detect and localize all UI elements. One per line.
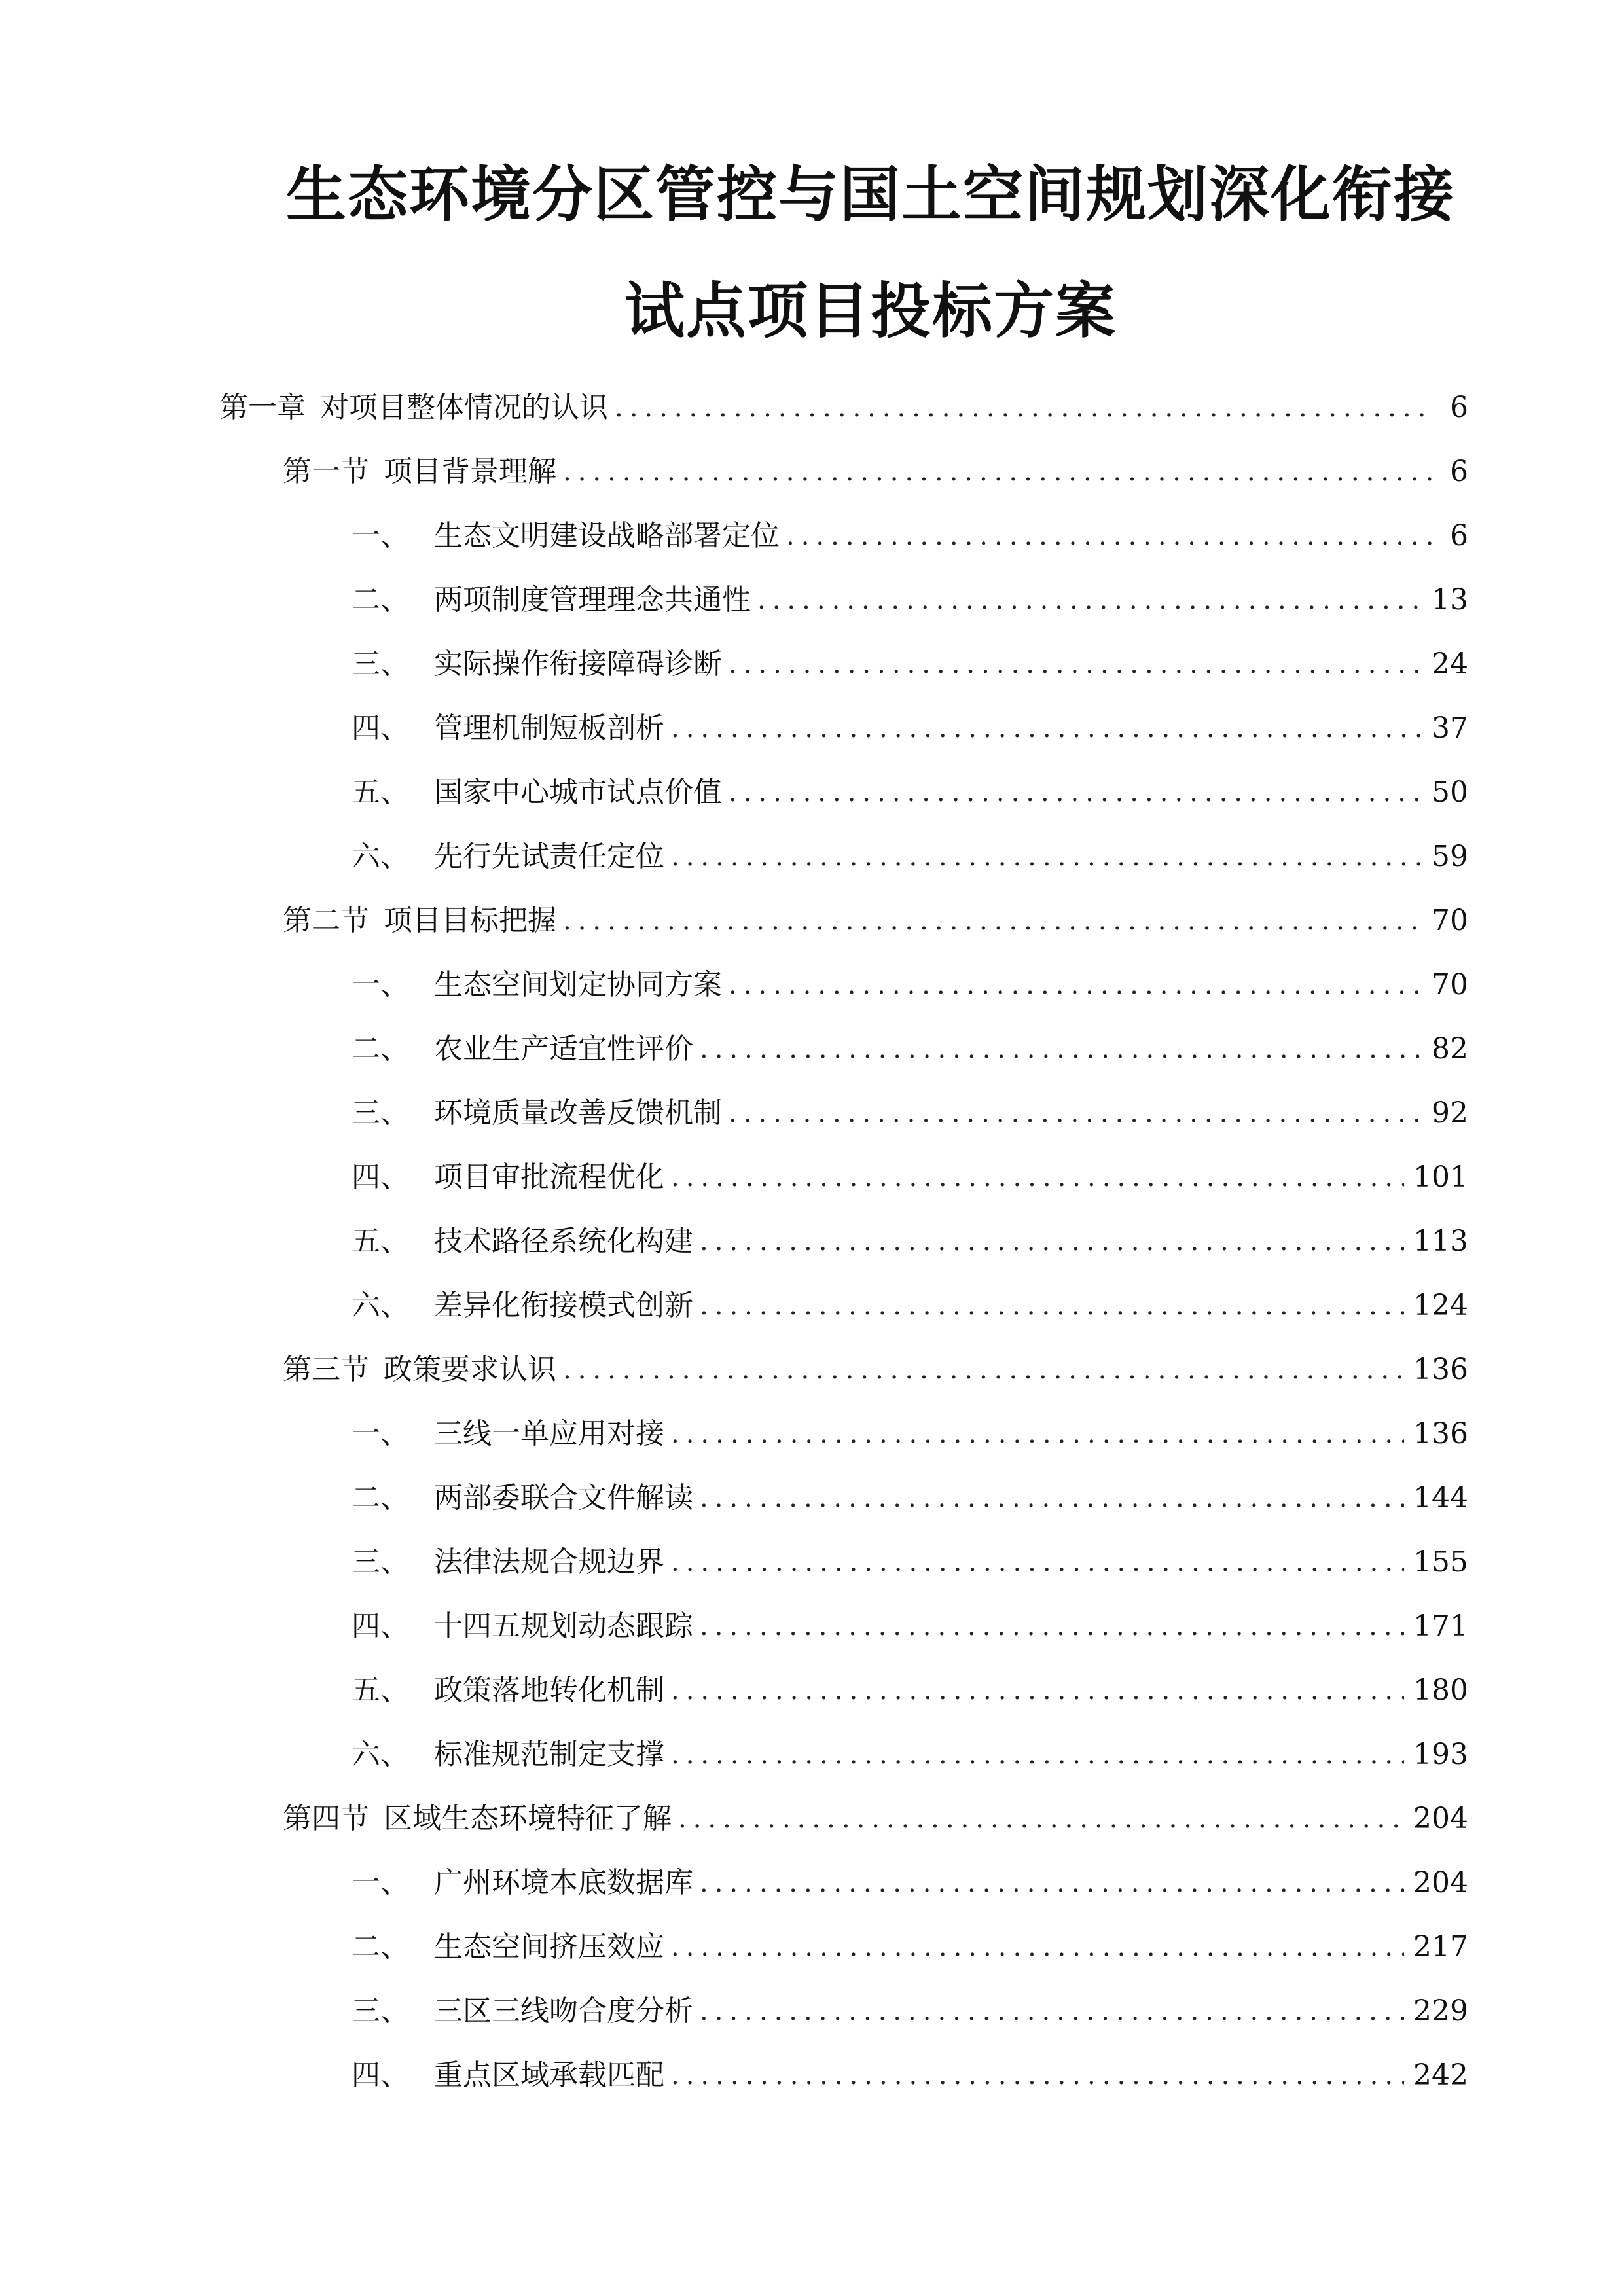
toc-entry-section-4[interactable] xyxy=(283,1793,1468,1845)
toc-page-number: 24 xyxy=(1432,647,1468,681)
toc-page-number: 193 xyxy=(1413,1738,1468,1771)
toc-entry-prefix: 第三节 xyxy=(283,1353,369,1386)
toc-entry-label: 差异化衔接模式创新 xyxy=(434,1289,693,1322)
toc-page-number: 217 xyxy=(1413,1930,1468,1964)
toc-item-number: 四、 xyxy=(352,1609,409,1643)
toc-entry-section-2[interactable] xyxy=(283,895,1468,947)
toc-entry-label: 先行先试责任定位 xyxy=(434,840,664,873)
toc-item-number: 五、 xyxy=(352,1225,409,1258)
toc-entry-item[interactable] xyxy=(352,1600,1468,1653)
toc-dot-leader xyxy=(729,780,1422,806)
toc-dot-leader xyxy=(700,1036,1422,1062)
toc-dot-leader xyxy=(757,587,1422,613)
toc-entry-item[interactable] xyxy=(352,831,1468,883)
toc-item-number: 四、 xyxy=(352,711,409,745)
toc-dot-leader xyxy=(671,1549,1404,1575)
toc-entry-label: 两项制度管理理念共通性 xyxy=(434,583,751,617)
toc-dot-leader xyxy=(563,1357,1404,1383)
toc-item-number: 二、 xyxy=(352,1481,409,1515)
toc-item-number: 三、 xyxy=(352,1096,409,1130)
toc-entry-label: 十四五规划动态跟踪 xyxy=(434,1609,693,1643)
toc-entry-item[interactable] xyxy=(352,1151,1468,1204)
toc-item-number: 四、 xyxy=(352,2058,409,2092)
toc-item-number: 三、 xyxy=(352,647,409,681)
toc-page-number: 101 xyxy=(1413,1160,1468,1194)
toc-entry-prefix: 第一章 xyxy=(219,391,306,424)
toc-entry-label: 管理机制短板剖析 xyxy=(434,711,664,745)
toc-page-number: 70 xyxy=(1432,968,1468,1001)
toc-dot-leader xyxy=(700,1485,1404,1511)
toc-page-number: 204 xyxy=(1413,1866,1468,1899)
toc-page-number: 59 xyxy=(1432,840,1468,873)
toc-entry-label: 农业生产适宜性评价 xyxy=(434,1032,693,1066)
toc-entry-label: 生态空间划定协同方案 xyxy=(434,968,722,1001)
toc-entry-item[interactable] xyxy=(352,1857,1468,1909)
toc-dot-leader xyxy=(786,523,1433,549)
toc-dot-leader xyxy=(729,972,1422,998)
toc-entry-label: 生态文明建设战略部署定位 xyxy=(434,519,780,552)
toc-page-number: 136 xyxy=(1413,1353,1468,1386)
toc-page-number: 82 xyxy=(1432,1032,1468,1066)
toc-dot-leader xyxy=(671,2062,1404,2089)
toc-entry-item[interactable] xyxy=(352,1985,1468,2037)
toc-item-number: 一、 xyxy=(352,519,409,552)
toc-dot-leader xyxy=(700,1870,1404,1896)
toc-dot-leader xyxy=(700,1293,1404,1319)
toc-entry-label: 重点区域承载匹配 xyxy=(434,2058,664,2092)
toc-page-number: 6 xyxy=(1450,455,1468,488)
toc-entry-item[interactable] xyxy=(352,766,1468,819)
toc-entry-item[interactable] xyxy=(352,1023,1468,1075)
toc-entry-label: 生态空间挤压效应 xyxy=(434,1930,664,1964)
toc-entry-label: 项目背景理解 xyxy=(384,455,556,488)
toc-entry-prefix: 第二节 xyxy=(283,904,369,937)
toc-entry-label: 标准规范制定支撑 xyxy=(434,1738,664,1771)
toc-dot-leader xyxy=(700,1613,1404,1640)
toc-entry-label: 国家中心城市试点价值 xyxy=(434,776,722,809)
toc-dot-leader xyxy=(671,1677,1404,1704)
toc-page-number: 124 xyxy=(1413,1289,1468,1322)
toc-dot-leader xyxy=(671,1164,1404,1191)
toc-item-number: 三、 xyxy=(352,1994,409,2028)
toc-item-number: 六、 xyxy=(352,1738,409,1771)
toc-page-number: 136 xyxy=(1413,1417,1468,1450)
toc-page-number: 13 xyxy=(1432,583,1468,617)
toc-entry-item[interactable] xyxy=(352,1472,1468,1524)
toc-entry-item[interactable] xyxy=(352,1729,1468,1781)
toc-entry-label: 广州环境本底数据库 xyxy=(434,1866,693,1899)
toc-page-number: 204 xyxy=(1413,1802,1468,1835)
toc-entry-item[interactable] xyxy=(352,1087,1468,1139)
toc-dot-leader xyxy=(700,1229,1404,1255)
toc-page-number: 171 xyxy=(1413,1609,1468,1643)
toc-item-number: 二、 xyxy=(352,1930,409,1964)
toc-entry-item[interactable] xyxy=(352,1921,1468,1973)
toc-dot-leader xyxy=(671,715,1422,742)
toc-entry-chapter-1[interactable] xyxy=(219,382,1468,434)
toc-entry-label: 政策落地转化机制 xyxy=(434,1674,664,1707)
toc-entry-section-3[interactable] xyxy=(283,1344,1468,1396)
toc-page-number: 180 xyxy=(1413,1674,1468,1707)
toc-item-number: 五、 xyxy=(352,1674,409,1707)
toc-page-number: 113 xyxy=(1413,1225,1468,1258)
toc-dot-leader xyxy=(700,1998,1404,2024)
toc-page-number: 242 xyxy=(1413,2058,1468,2092)
toc-item-number: 二、 xyxy=(352,583,409,617)
toc-page-number: 155 xyxy=(1413,1545,1468,1579)
toc-entry-label: 区域生态环境特征了解 xyxy=(384,1802,672,1835)
toc-entry-label: 项目审批流程优化 xyxy=(434,1160,664,1194)
document-title-line-2: 试点项目投标方案 xyxy=(624,276,1117,346)
toc-entry-item[interactable] xyxy=(352,2049,1468,2102)
toc-item-number: 五、 xyxy=(352,776,409,809)
toc-page-number: 70 xyxy=(1432,904,1468,937)
toc-dot-leader xyxy=(563,908,1422,934)
toc-entry-label: 技术路径系统化构建 xyxy=(434,1225,693,1258)
toc-entry-label: 两部委联合文件解读 xyxy=(434,1481,693,1515)
toc-entry-item[interactable] xyxy=(352,574,1468,626)
toc-entry-label: 政策要求认识 xyxy=(384,1353,556,1386)
toc-item-number: 六、 xyxy=(352,1289,409,1322)
toc-dot-leader xyxy=(671,844,1422,870)
toc-entry-label: 环境质量改善反馈机制 xyxy=(434,1096,722,1130)
toc-page-number: 6 xyxy=(1450,391,1468,424)
toc-entry-label: 实际操作衔接障碍诊断 xyxy=(434,647,722,681)
toc-entry-item[interactable] xyxy=(352,1215,1468,1268)
toc-entry-prefix: 第四节 xyxy=(283,1802,369,1835)
toc-item-number: 一、 xyxy=(352,1417,409,1450)
toc-entry-item[interactable] xyxy=(352,959,1468,1011)
toc-page-number: 6 xyxy=(1450,519,1468,552)
toc-entry-item[interactable] xyxy=(352,1664,1468,1717)
toc-page-number: 50 xyxy=(1432,776,1468,809)
toc-page-number: 92 xyxy=(1432,1096,1468,1130)
toc-dot-leader xyxy=(563,459,1433,485)
document-title-line-1: 生态环境分区管控与国土空间规划深化衔接 xyxy=(285,160,1455,230)
toc-entry-item[interactable] xyxy=(352,702,1468,755)
toc-entry-item[interactable] xyxy=(352,1536,1468,1588)
toc-item-number: 四、 xyxy=(352,1160,409,1194)
toc-entry-label: 对项目整体情况的认识 xyxy=(320,391,608,424)
toc-page-number: 144 xyxy=(1413,1481,1468,1515)
toc-entry-label: 项目目标把握 xyxy=(384,904,556,937)
toc-dot-leader xyxy=(615,395,1433,421)
toc-entry-item[interactable] xyxy=(352,510,1468,562)
toc-item-number: 一、 xyxy=(352,1866,409,1899)
toc-entry-label: 三线一单应用对接 xyxy=(434,1417,664,1450)
toc-page-number: 229 xyxy=(1413,1994,1468,2028)
toc-entry-item[interactable] xyxy=(352,1408,1468,1460)
toc-entry-item[interactable] xyxy=(352,638,1468,691)
toc-entry-label: 法律法规合规边界 xyxy=(434,1545,664,1579)
toc-dot-leader xyxy=(729,651,1422,677)
toc-entry-prefix: 第一节 xyxy=(283,455,369,488)
toc-dot-leader xyxy=(671,1421,1404,1447)
toc-page-number: 37 xyxy=(1432,711,1468,745)
toc-item-number: 三、 xyxy=(352,1545,409,1579)
toc-entry-label: 三区三线吻合度分析 xyxy=(434,1994,693,2028)
toc-entry-item[interactable] xyxy=(352,1280,1468,1332)
toc-dot-leader xyxy=(729,1100,1422,1126)
toc-item-number: 六、 xyxy=(352,840,409,873)
toc-entry-section-1[interactable] xyxy=(283,446,1468,498)
toc-dot-leader xyxy=(671,1742,1404,1768)
toc-dot-leader xyxy=(671,1934,1404,1960)
toc-dot-leader xyxy=(678,1806,1404,1832)
toc-item-number: 一、 xyxy=(352,968,409,1001)
toc-item-number: 二、 xyxy=(352,1032,409,1066)
